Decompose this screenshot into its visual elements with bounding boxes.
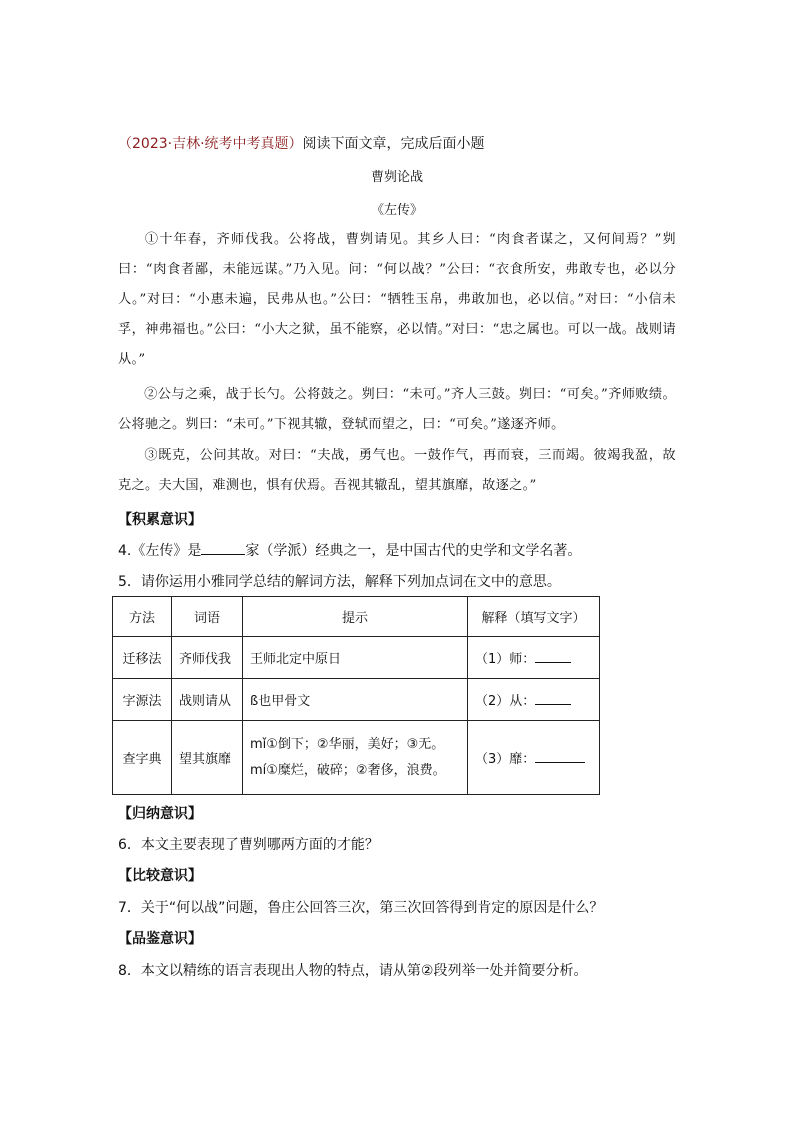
cell-answer: （3）靡： xyxy=(468,721,600,795)
answer-blank[interactable] xyxy=(535,652,571,663)
table-row xyxy=(113,637,600,679)
cell-word: 战则请从 xyxy=(172,679,243,721)
cell-hint: ß也甲骨文 xyxy=(243,679,468,721)
table-row xyxy=(113,721,600,795)
table-header-row xyxy=(113,597,600,637)
header-answer: 解释（填写文字） xyxy=(468,597,600,637)
passage-title: 曹刿论战 xyxy=(370,170,423,185)
header-hint: 提示 xyxy=(243,597,468,637)
cell-method: 字源法 xyxy=(113,679,172,721)
answer-blank[interactable] xyxy=(201,542,245,555)
passage-paragraph-3: ③既克，公问其故。对曰：“夫战，勇气也。一鼓作气，再而衰，三而竭。彼竭我盈，故克之。夫大国，难测也，惧有伏焉。吾视其辙乱，望其旗靡，故逐之。” xyxy=(118,448,676,493)
heading-instruction: 阅读下面文章，完成后面小题 xyxy=(302,136,485,152)
cell-word: 望其旗靡 xyxy=(172,721,243,795)
passage-author: 《左传》 xyxy=(370,203,423,218)
section-appreciation: 【品鉴意识】 xyxy=(118,931,202,947)
cell-method: 迁移法 xyxy=(113,637,172,679)
question-4: 4.《左传》是 家（学派）经典之一，是中国古代的史学和文学名著。 xyxy=(118,543,582,559)
cell-method: 查字典 xyxy=(113,721,172,795)
section-accumulation: 【积累意识】 xyxy=(118,512,202,528)
cell-word: 齐师伐我 xyxy=(172,637,243,679)
question-8: 8．本文以精练的语言表现出人物的特点，请从第②段列举一处并简要分析。 xyxy=(118,963,588,979)
answer-blank[interactable] xyxy=(535,752,585,763)
header-method: 方法 xyxy=(113,597,172,637)
question-heading xyxy=(118,133,485,153)
passage-paragraph-2: ②公与之乘，战于长勺。公将鼓之。刿曰：“未可。”齐人三鼓。刿曰：“可矣。”齐师败绩。公将驰之。刿曰：“未可。”下视其辙，登轼而望之，曰：“可矣。”遂逐齐师。 xyxy=(118,387,676,432)
cell-hint: mǐ①倒下；②华丽，美好；③无。 mí①糜烂，破碎；②奢侈，浪费。 xyxy=(243,721,468,795)
header-word: 词语 xyxy=(172,597,243,637)
section-comparison: 【比较意识】 xyxy=(118,868,202,884)
cell-answer: （1）师： xyxy=(468,637,600,679)
question-6: 6．本文主要表现了曹刿哪两方面的才能？ xyxy=(118,837,379,853)
question-5: 5．请你运用小雅同学总结的解词方法，解释下列加点词在文中的意思。 xyxy=(118,574,561,590)
section-induction: 【归纳意识】 xyxy=(118,806,202,822)
source-tag: （2023·吉林·统考中考真题） xyxy=(118,136,303,152)
passage-paragraph-1: ①十年春，齐师伐我。公将战，曹刿请见。其乡人曰：“肉食者谋之，又何间焉？”刿曰：“肉食者鄙，未能远谋。”乃入见。问：“何以战？”公曰：“衣食所安，弗敢专也，必以分人。”对曰：“小惠未遍，民弗从也。”公曰：“牺牲玉帛，弗敢加也，必以信。”对曰：“小信未孚，神弗福也。”公曰：“小大之狱，虽不能察，必以情。”对曰：“忠之属也。可以一战。战则请从。” xyxy=(118,232,676,367)
question-7: 7．关于“何以战”问题，鲁庄公回答三次，第三次回答得到肯定的原因是什么？ xyxy=(118,900,604,916)
table-row xyxy=(113,679,600,721)
cell-hint: 王师北定中原日 xyxy=(243,637,468,679)
word-method-table xyxy=(112,596,600,795)
answer-blank[interactable] xyxy=(535,694,571,705)
cell-answer: （2）从： xyxy=(468,679,600,721)
